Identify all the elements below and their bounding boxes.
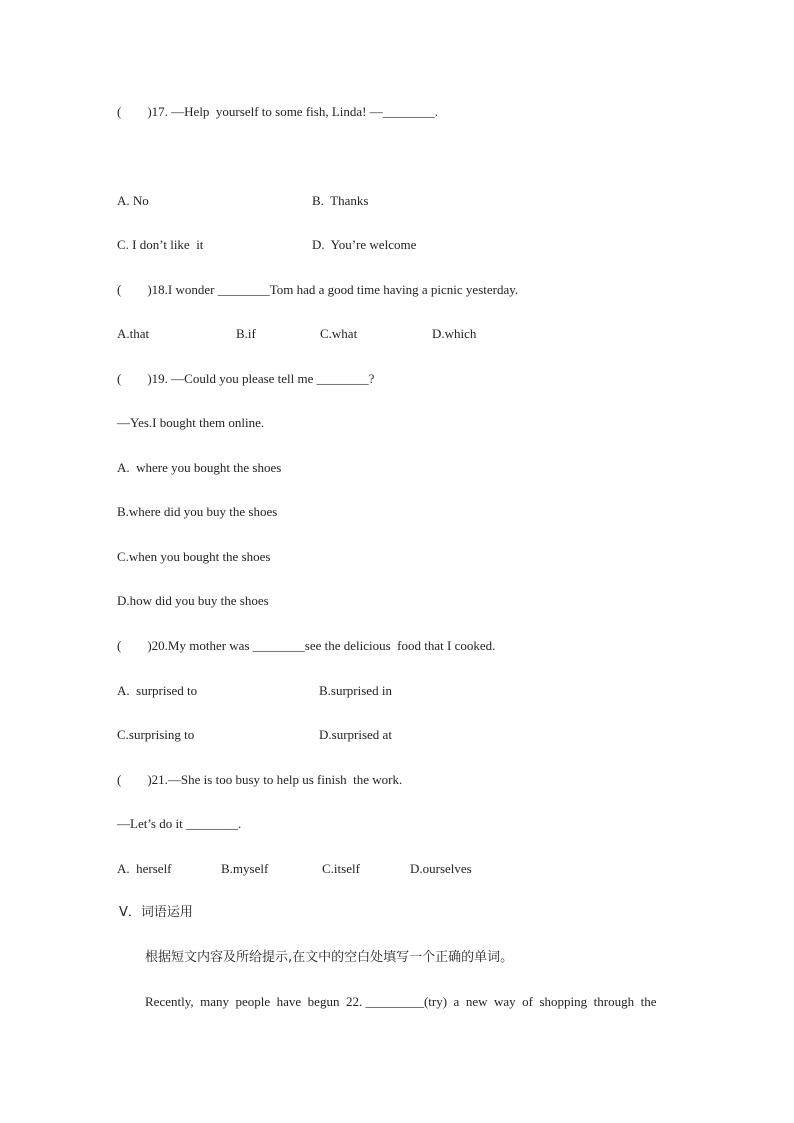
q19-option-c: C.when you bought the shoes xyxy=(117,549,271,564)
section-heading: Ⅴ．词语运用 xyxy=(119,905,193,920)
section-instruction: 根据短文内容及所给提示,在文中的空白处填写一个正确的单词。 xyxy=(145,950,514,965)
q19-option-a: A. where you bought the shoes xyxy=(117,460,282,475)
passage-text: Recently, many people have begun 22. _________(try) a new way of shopping through the xyxy=(145,994,657,1009)
q20-option-d: D.surprised at xyxy=(319,727,392,742)
q20-option-a: A. surprised to xyxy=(117,683,198,698)
q21-option-a: A. herself xyxy=(117,861,172,876)
q19-reply: —Yes.I bought them online. xyxy=(117,415,265,430)
q20-stem: ( )20.My mother was ________see the delicious food that I cooked. xyxy=(117,638,496,653)
q18-option-b: B.if xyxy=(236,326,256,341)
q21-option-b: B.myself xyxy=(221,861,269,876)
q20-option-c: C.surprising to xyxy=(117,727,195,742)
q17-stem: ( )17. —Help yourself to some fish, Linda! —________. xyxy=(117,104,438,119)
q18-stem: ( )18.I wonder ________Tom had a good time having a picnic yesterday. xyxy=(117,282,519,297)
q20-option-b: B.surprised in xyxy=(319,683,392,698)
q18-option-c: C.what xyxy=(320,326,358,341)
q19-option-b: B.where did you buy the shoes xyxy=(117,504,278,519)
q19-option-d: D.how did you buy the shoes xyxy=(117,593,269,608)
q18-option-d: D.which xyxy=(432,326,477,341)
q21-option-d: D.ourselves xyxy=(410,861,472,876)
q17-option-b: B. Thanks xyxy=(312,193,369,208)
q21-stem: ( )21.—She is too busy to help us finish the work. xyxy=(117,772,403,787)
q17-option-a: A. No xyxy=(117,193,149,208)
q21-option-c: C.itself xyxy=(322,861,360,876)
q18-option-a: A.that xyxy=(117,326,150,341)
q17-option-c: C. I don’t like it xyxy=(117,237,204,252)
q19-stem: ( )19. —Could you please tell me ________? xyxy=(117,371,375,386)
q21-reply: —Let’s do it ________. xyxy=(117,816,242,831)
q17-option-d: D. You’re welcome xyxy=(312,237,417,252)
